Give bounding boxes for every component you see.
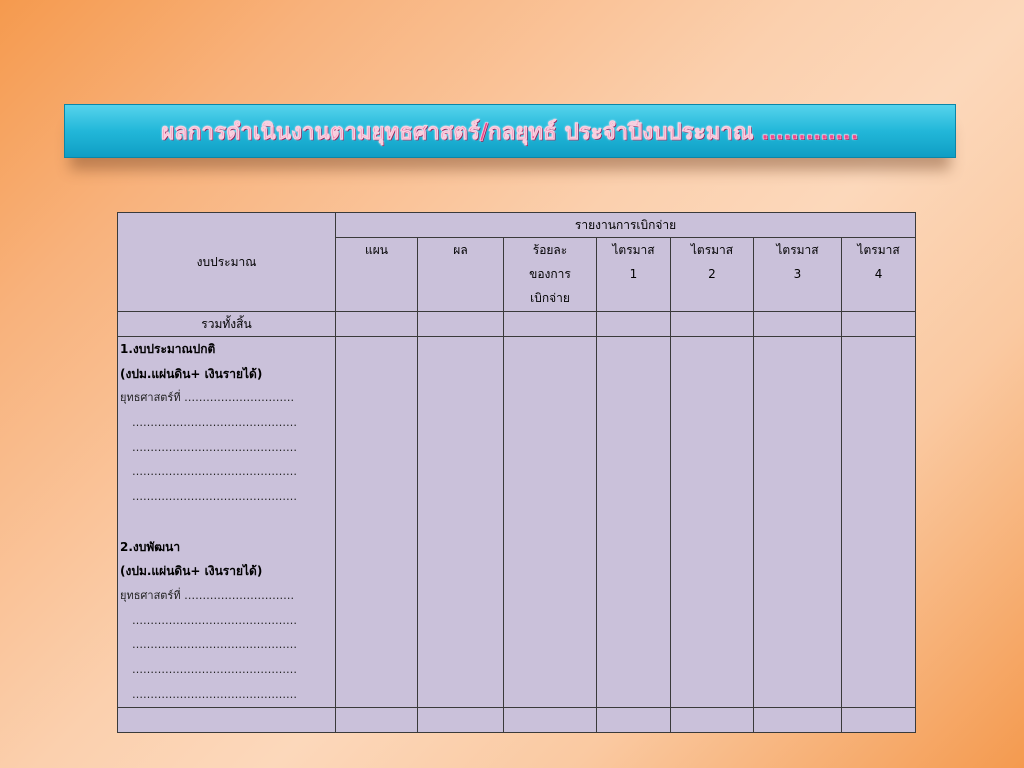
list-item: ……………………………………… [132,662,297,676]
section2-strategy: ยุทธศาสตร์ที่ ………………………… [120,588,295,602]
col-header-plan: แผน [336,238,418,312]
table-cell [754,337,842,708]
list-item: ……………………………………… [132,638,297,652]
table-cell [842,337,916,708]
list-item: ……………………………………… [132,416,297,430]
table-row-body [118,337,916,708]
table-cell [754,312,842,337]
section2-heading: 2.งบพัฒนา [120,539,181,554]
table-cell [597,312,671,337]
table-cell [118,708,336,733]
table-cell [336,312,418,337]
col-header-q3: ไตรมาส 3 [754,238,842,312]
row-header-budget: งบประมาณ [118,213,336,312]
slide-title: ผลการดำเนินงานตามยุทธศาสตร์/กลยุทธ์ ประจำปีงบประมาณ …………. [161,119,859,145]
section1-sub: (งปม.แผ่นดิน+ เงินรายได้) [120,366,263,381]
table-row-total [118,312,916,337]
section2-sub: (งปม.แผ่นดิน+ เงินรายได้) [120,564,263,579]
section1-strategy: ยุทธศาสตร์ที่ ………………………… [120,391,295,405]
table-cell [336,337,418,708]
table-row-empty [118,708,916,733]
table-cell [504,337,597,708]
col-header-q2: ไตรมาส 2 [671,238,754,312]
table-cell [842,708,916,733]
col-header-q4: ไตรมาส 4 [842,238,916,312]
budget-items-cell [118,337,336,708]
table-cell [842,312,916,337]
section1-heading: 1.งบประมาณปกติ [120,342,216,356]
col-header-percent: ร้อยละ ของการ เบิกจ่าย [504,238,597,312]
table-cell [597,337,671,708]
table-cell [671,337,754,708]
table-cell [418,337,504,708]
title-banner [64,104,956,158]
table-cell [671,312,754,337]
col-header-q1: ไตรมาส 1 [597,238,671,312]
list-item: ……………………………………… [132,687,297,701]
budget-report-table [117,212,916,733]
list-item: ……………………………………… [132,440,297,454]
spacer [118,510,335,535]
table-cell [671,708,754,733]
total-label: รวมทั้งสิ้น [118,312,336,337]
list-item: ……………………………………… [132,490,297,504]
table-cell [597,708,671,733]
col-header-result: ผล [418,238,504,312]
table-cell [418,312,504,337]
table-cell [504,708,597,733]
table-cell [418,708,504,733]
table-cell [336,708,418,733]
group-header-disbursement: รายงานการเบิกจ่าย [336,213,916,238]
table-cell [504,312,597,337]
list-item: ……………………………………… [132,465,297,479]
list-item: ……………………………………… [132,613,297,627]
table-cell [754,708,842,733]
